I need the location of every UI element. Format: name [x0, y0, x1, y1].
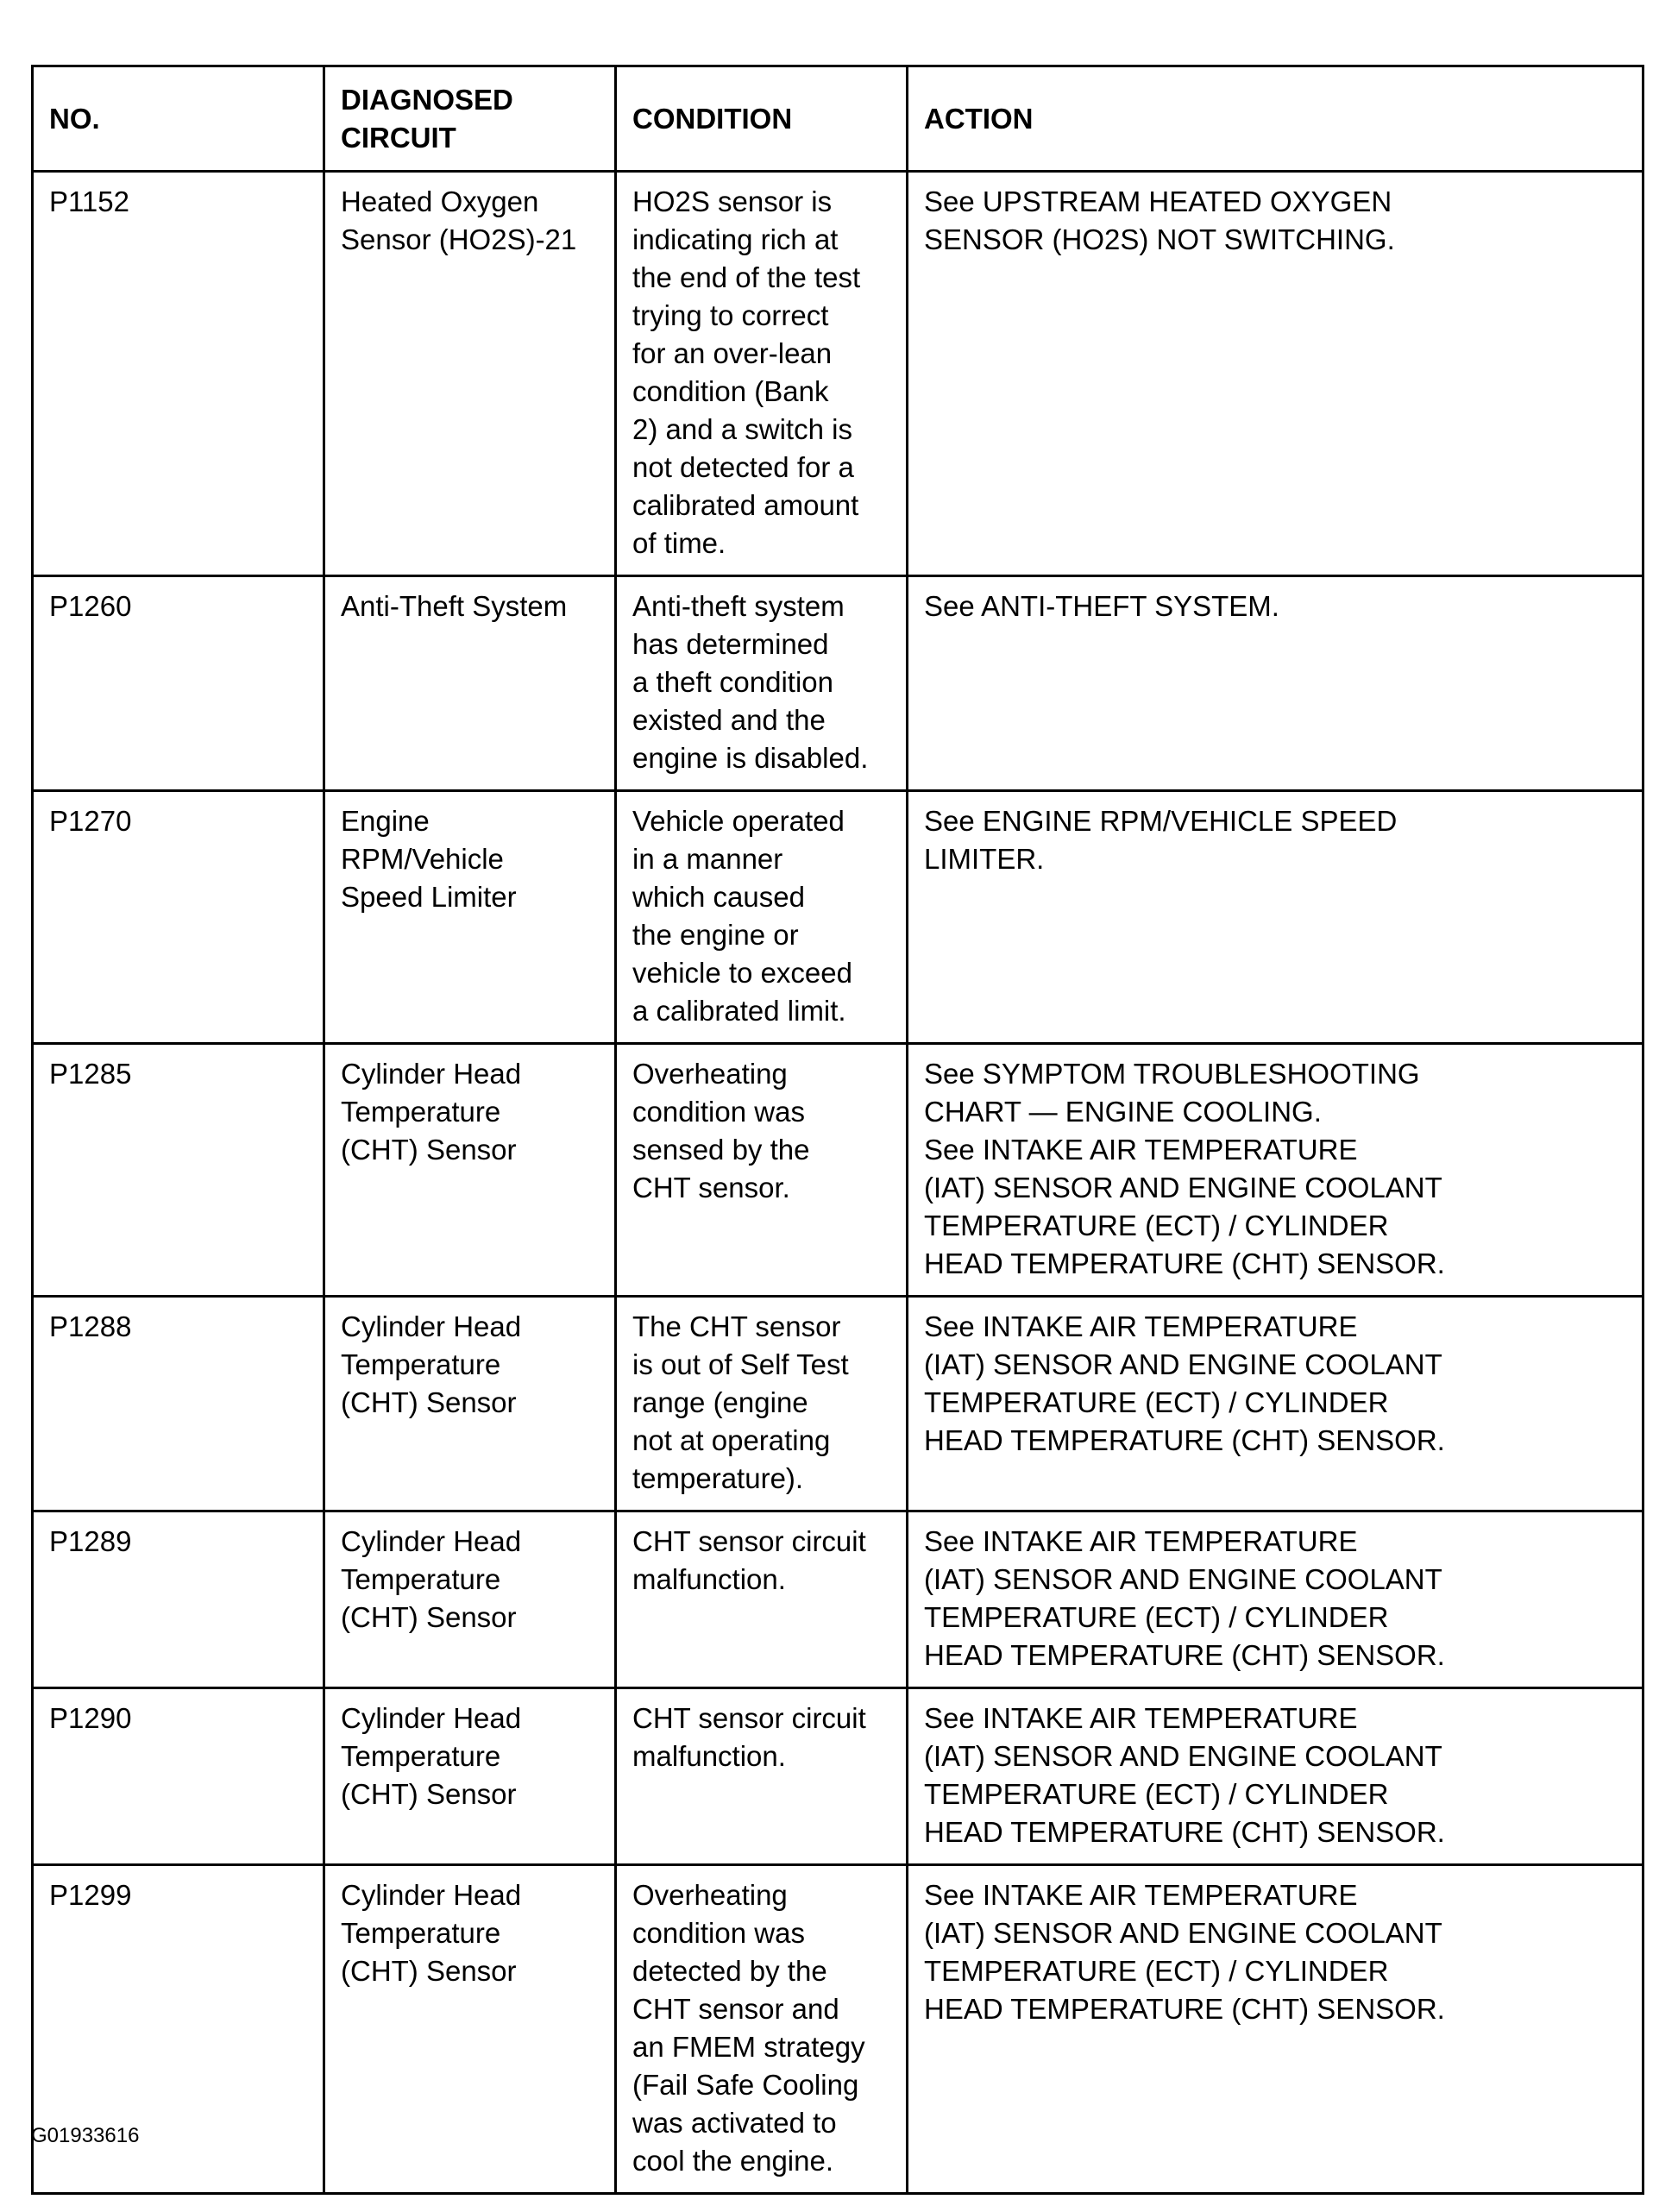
cell-action: See ANTI-THEFT SYSTEM.	[908, 576, 1643, 791]
table-header	[33, 66, 1643, 172]
cell-action: See INTAKE AIR TEMPERATURE (IAT) SENSOR AND ENGINE COOLANT TEMPERATURE (ECT) / CYLINDER HEAD TEMPERATURE (CHT) SENSOR.	[908, 1688, 1643, 1865]
header-diagnosed-circuit: DIAGNOSED CIRCUIT	[324, 66, 616, 172]
table-body	[33, 172, 1643, 2194]
table-row	[33, 172, 1643, 576]
cell-action: See UPSTREAM HEATED OXYGEN SENSOR (HO2S) NOT SWITCHING.	[908, 172, 1643, 576]
header-row	[33, 66, 1643, 172]
table-row	[33, 1297, 1643, 1511]
cell-action: See INTAKE AIR TEMPERATURE (IAT) SENSOR AND ENGINE COOLANT TEMPERATURE (ECT) / CYLINDER HEAD TEMPERATURE (CHT) SENSOR.	[908, 1865, 1643, 2194]
table-row	[33, 576, 1643, 791]
table-row	[33, 791, 1643, 1044]
header-no: NO.	[33, 66, 324, 172]
cell-circuit: Cylinder Head Temperature (CHT) Sensor	[324, 1511, 616, 1688]
cell-no: P1299	[33, 1865, 324, 2194]
header-action: ACTION	[908, 66, 1643, 172]
cell-circuit: Cylinder Head Temperature (CHT) Sensor	[324, 1297, 616, 1511]
cell-action: See ENGINE RPM/VEHICLE SPEED LIMITER.	[908, 791, 1643, 1044]
cell-no: P1289	[33, 1511, 324, 1688]
cell-condition: CHT sensor circuit malfunction.	[616, 1511, 908, 1688]
cell-circuit: Anti-Theft System	[324, 576, 616, 791]
cell-condition: Overheating condition was sensed by the CHT sensor.	[616, 1044, 908, 1297]
cell-condition: HO2S sensor is indicating rich at the end of the test trying to correct for an over-lean condition (Bank 2) and a switch is not detected for a calibrated amount of time.	[616, 172, 908, 576]
cell-circuit: Cylinder Head Temperature (CHT) Sensor	[324, 1044, 616, 1297]
dtc-table	[31, 65, 1644, 2195]
dtc-table-container	[31, 65, 1644, 2195]
cell-condition: CHT sensor circuit malfunction.	[616, 1688, 908, 1865]
cell-condition: Overheating condition was detected by the CHT sensor and an FMEM strategy (Fail Safe Cooling was activated to cool the engine.	[616, 1865, 908, 2194]
cell-circuit: Cylinder Head Temperature (CHT) Sensor	[324, 1865, 616, 2194]
cell-no: P1288	[33, 1297, 324, 1511]
cell-action: See INTAKE AIR TEMPERATURE (IAT) SENSOR AND ENGINE COOLANT TEMPERATURE (ECT) / CYLINDER HEAD TEMPERATURE (CHT) SENSOR.	[908, 1511, 1643, 1688]
cell-circuit: Heated Oxygen Sensor (HO2S)-21	[324, 172, 616, 576]
cell-no: P1270	[33, 791, 324, 1044]
cell-no: P1285	[33, 1044, 324, 1297]
cell-no: P1260	[33, 576, 324, 791]
table-row	[33, 1511, 1643, 1688]
header-condition: CONDITION	[616, 66, 908, 172]
cell-no: P1152	[33, 172, 324, 576]
cell-circuit: Cylinder Head Temperature (CHT) Sensor	[324, 1688, 616, 1865]
cell-circuit: Engine RPM/Vehicle Speed Limiter	[324, 791, 616, 1044]
cell-no: P1290	[33, 1688, 324, 1865]
cell-condition: Anti-theft system has determined a theft condition existed and the engine is disabled.	[616, 576, 908, 791]
table-row	[33, 1865, 1643, 2194]
table-row	[33, 1044, 1643, 1297]
table-row	[33, 1688, 1643, 1865]
cell-action: See SYMPTOM TROUBLESHOOTING CHART — ENGINE COOLING. See INTAKE AIR TEMPERATURE (IAT) SENSOR AND ENGINE COOLANT TEMPERATURE (ECT) / CYLINDER HEAD TEMPERATURE (CHT) SENSOR.	[908, 1044, 1643, 1297]
cell-condition: The CHT sensor is out of Self Test range (engine not at operating temperature).	[616, 1297, 908, 1511]
figure-id: G01933616	[31, 2124, 140, 2147]
cell-condition: Vehicle operated in a manner which caused the engine or vehicle to exceed a calibrated limit.	[616, 791, 908, 1044]
cell-action: See INTAKE AIR TEMPERATURE (IAT) SENSOR AND ENGINE COOLANT TEMPERATURE (ECT) / CYLINDER HEAD TEMPERATURE (CHT) SENSOR.	[908, 1297, 1643, 1511]
